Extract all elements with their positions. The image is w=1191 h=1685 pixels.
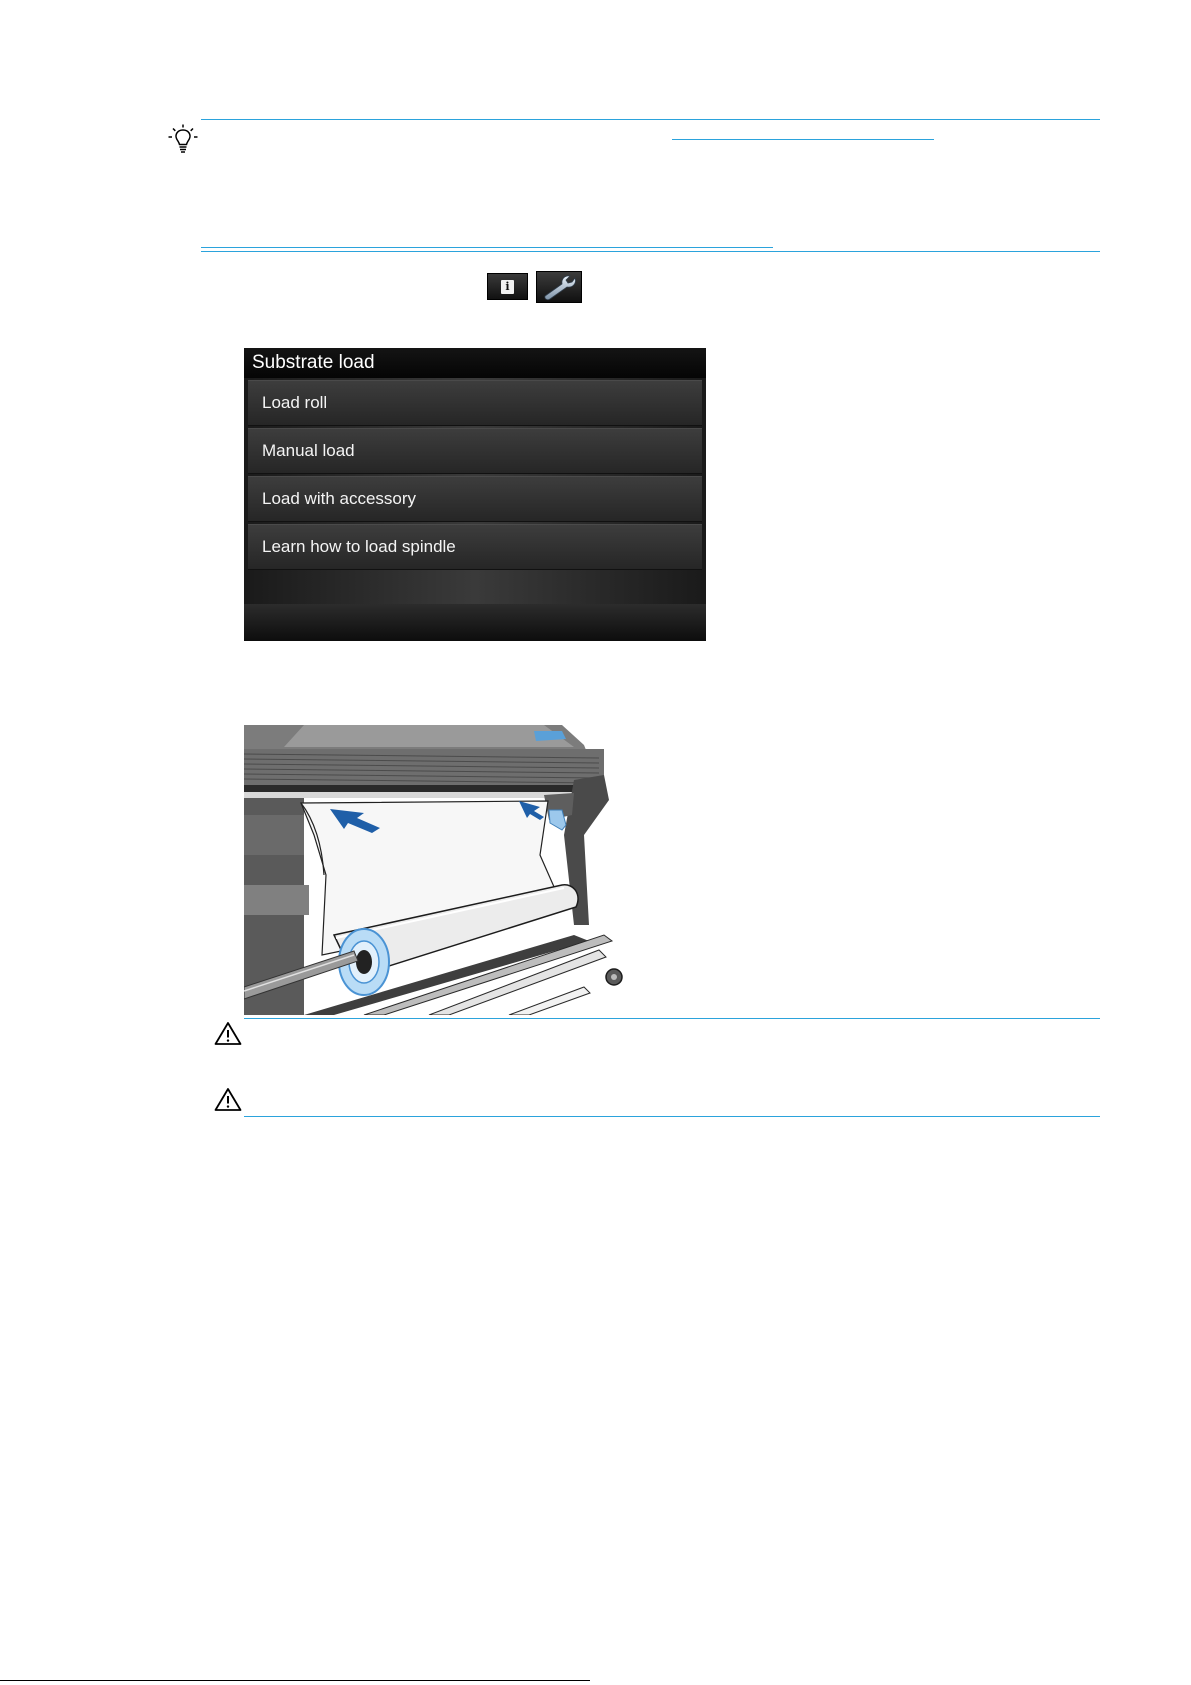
warning-top-rule <box>244 1018 1100 1019</box>
roll-loading-illustration <box>244 725 630 1015</box>
panel-title: Substrate load <box>244 348 706 378</box>
info-icon[interactable] <box>487 273 528 300</box>
warning-triangle-icon <box>214 1087 242 1112</box>
info-glyph: i <box>505 280 510 293</box>
link-underline[interactable] <box>201 247 773 248</box>
panel-body <box>244 378 706 611</box>
wrench-icon[interactable] <box>536 271 582 303</box>
warning-triangle-icon <box>214 1021 242 1046</box>
link-underline[interactable] <box>672 139 934 140</box>
menu-item-manual-load[interactable]: Manual load <box>248 428 702 474</box>
substrate-load-panel <box>244 348 706 611</box>
tip-bottom-rule <box>201 251 1100 252</box>
footer-rule <box>0 1680 590 1681</box>
lightbulb-icon <box>168 124 198 156</box>
warning-bottom-rule <box>244 1116 1100 1117</box>
tip-top-rule <box>201 119 1100 120</box>
menu-item-load-roll[interactable]: Load roll <box>248 380 702 426</box>
menu-item-learn-load-spindle[interactable]: Learn how to load spindle <box>248 524 702 570</box>
menu-item-load-with-accessory[interactable]: Load with accessory <box>248 476 702 522</box>
panel-footer <box>244 604 706 641</box>
